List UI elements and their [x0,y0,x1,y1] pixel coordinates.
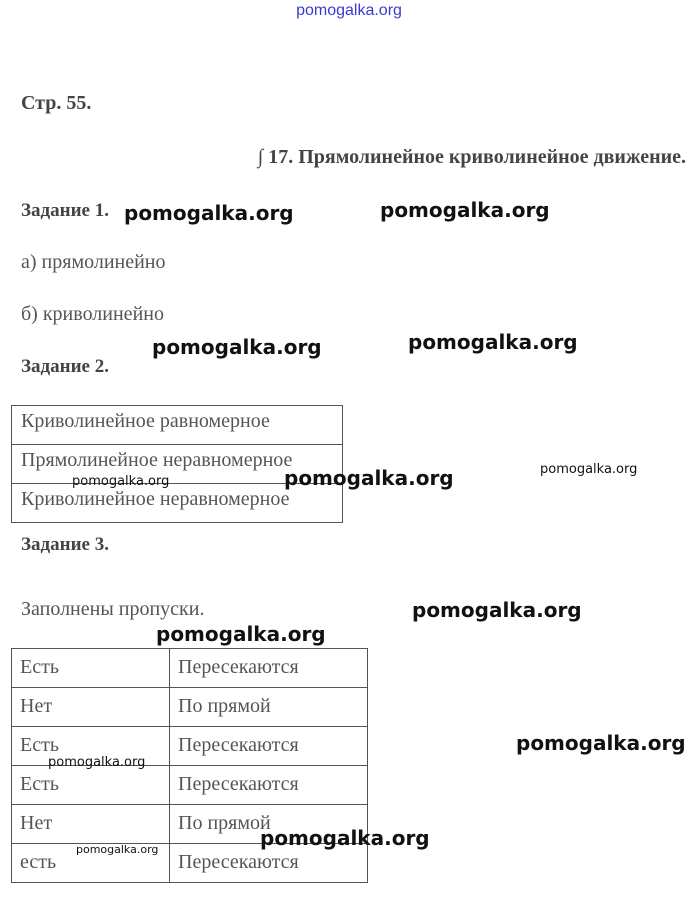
task3-heading: Задание 3. [21,534,109,555]
table-row [12,688,368,727]
watermark: pomogalka.org [76,843,159,856]
table-cell: Есть [12,766,170,805]
watermark: pomogalka.org [412,598,582,622]
watermark: pomogalka.org [408,330,578,354]
table-cell: Криволинейное неравномерное [12,484,343,523]
table-cell: По прямой [170,688,368,727]
table-cell: По прямой [170,805,368,844]
table-cell: Нет [12,805,170,844]
watermark: pomogalka.org [284,466,454,490]
site-watermark-top: pomogalka.org [296,2,402,19]
table-cell: Пересекаются [170,727,368,766]
table-cell: Пересекаются [170,844,368,883]
table-row [12,406,343,445]
table-cell: Есть [12,649,170,688]
table-cell: Пересекаются [170,766,368,805]
table-cell: Криволинейное равномерное [12,406,343,445]
table-row [12,766,368,805]
task2-heading: Задание 2. [21,356,109,377]
watermark: pomogalka.org [260,826,430,850]
table-cell: Есть [12,727,170,766]
watermark: pomogalka.org [152,335,322,359]
task1-answer-a: а) прямолинейно [21,251,166,273]
watermark: pomogalka.org [380,198,550,222]
task1-answer-b: б) криволинейно [21,303,164,325]
table-cell: есть [12,844,170,883]
task3-note: Заполнены пропуски. [21,598,205,620]
watermark: pomogalka.org [72,474,170,489]
watermark: pomogalka.org [516,731,686,755]
section-title: ∫ 17. Прямолинейное криволинейное движение. [257,146,686,168]
table-cell: Прямолинейное неравномерное [12,445,343,484]
table-cell: Пересекаются [170,649,368,688]
watermark: pomogalka.org [540,462,638,477]
page-number: Стр. 55. [21,92,92,114]
watermark: pomogalka.org [48,755,146,770]
watermark: pomogalka.org [124,201,294,225]
table-cell: Нет [12,688,170,727]
watermark: pomogalka.org [156,622,326,646]
task2-table [11,405,343,523]
table-row [12,649,368,688]
task1-heading: Задание 1. [21,200,109,221]
